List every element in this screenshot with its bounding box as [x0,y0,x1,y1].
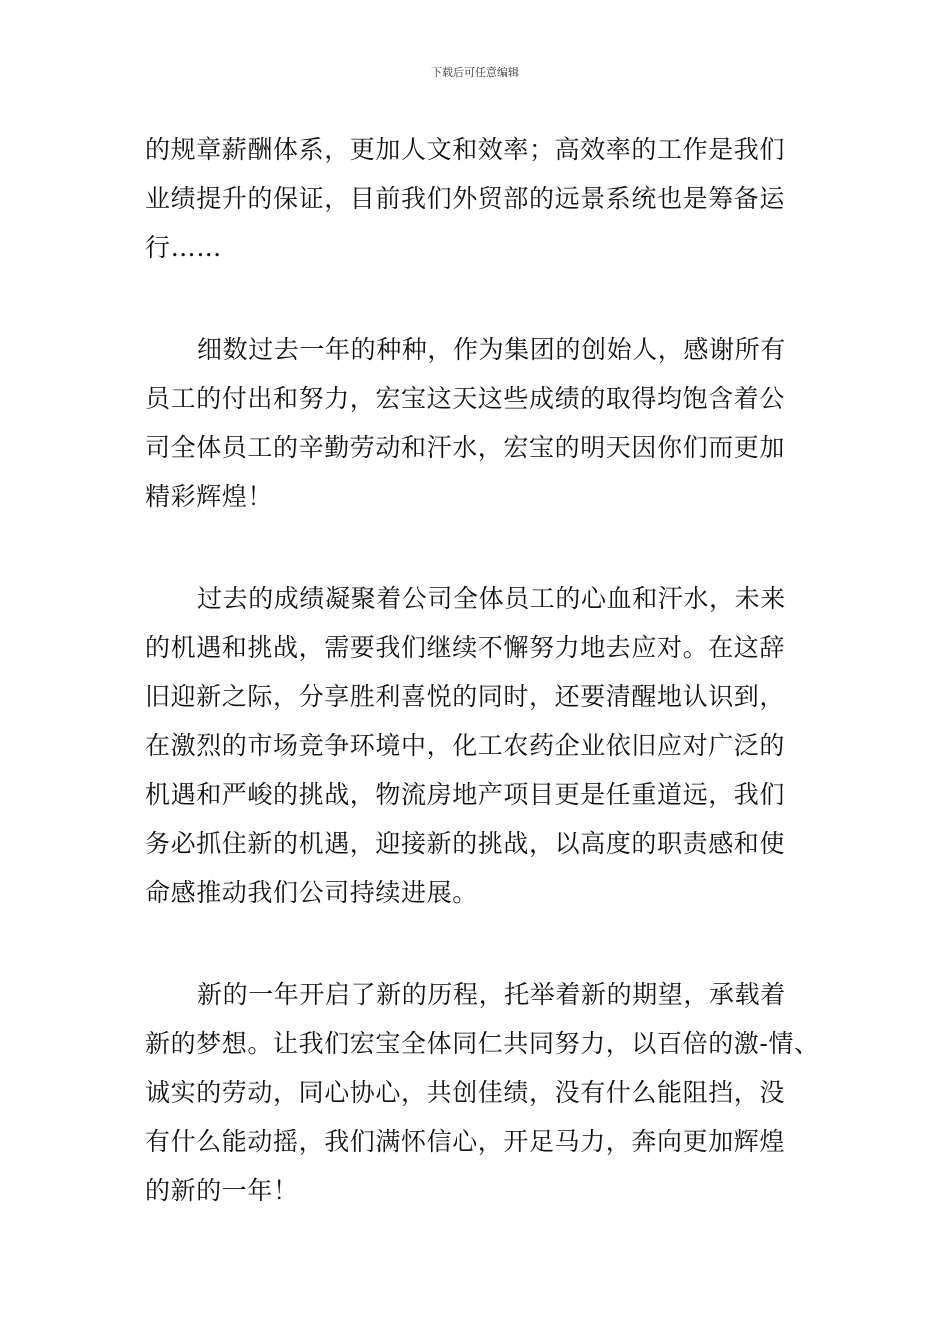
paragraph-line: 的机遇和挑战，需要我们继续不懈努力地去应对。在这辞 [145,633,786,662]
paragraph-line: 机遇和严峻的挑战，物流房地产项目更是任重道远，我们 [145,780,786,809]
paragraph-line: 有什么能动摇，我们满怀信心，开足马力，奔向更加辉煌 [145,1127,786,1156]
paragraph-line: 命感推动我们公司持续进展。 [145,878,478,907]
paragraph-line: 的新的一年！ [145,1176,299,1205]
page-header-note: 下载后可任意编辑 [431,66,519,79]
paragraph-line: 新的一年开启了新的历程，托举着新的期望，承载着 [197,980,786,1009]
paragraph-line: 员工的付出和努力，宏宝这天这些成绩的取得均饱含着公 [145,384,786,413]
paragraph-line: 新的梦想。让我们宏宝全体同仁共同努力，以百倍的激-情、 [145,1029,820,1058]
paragraph-line: 精彩辉煌！ [145,482,274,511]
paragraph-line: 诚实的劳动，同心协心，共创佳绩，没有什么能阻挡，没 [145,1078,786,1107]
paragraph-line: 业绩提升的保证，目前我们外贸部的远景系统也是筹备运 [145,184,786,213]
paragraph-line: 司全体员工的辛勤劳动和汗水，宏宝的明天因你们而更加 [145,433,786,462]
paragraph-line: 务必抓住新的机遇，迎接新的挑战，以高度的职责感和使 [145,829,786,858]
paragraph-line: 旧迎新之际，分享胜利喜悦的同时，还要清醒地认识到， [145,682,786,711]
paragraph-line: 细数过去一年的种种，作为集团的创始人，感谢所有 [197,335,786,364]
paragraph-line: 在激烈的市场竞争环境中，化工农药企业依旧应对广泛的 [145,731,786,760]
paragraph-line: 的规章薪酬体系，更加人文和效率；高效率的工作是我们 [145,135,786,164]
paragraph-line: 过去的成绩凝聚着公司全体员工的心血和汗水，未来 [197,584,786,613]
paragraph-line: 行…… [145,233,222,262]
